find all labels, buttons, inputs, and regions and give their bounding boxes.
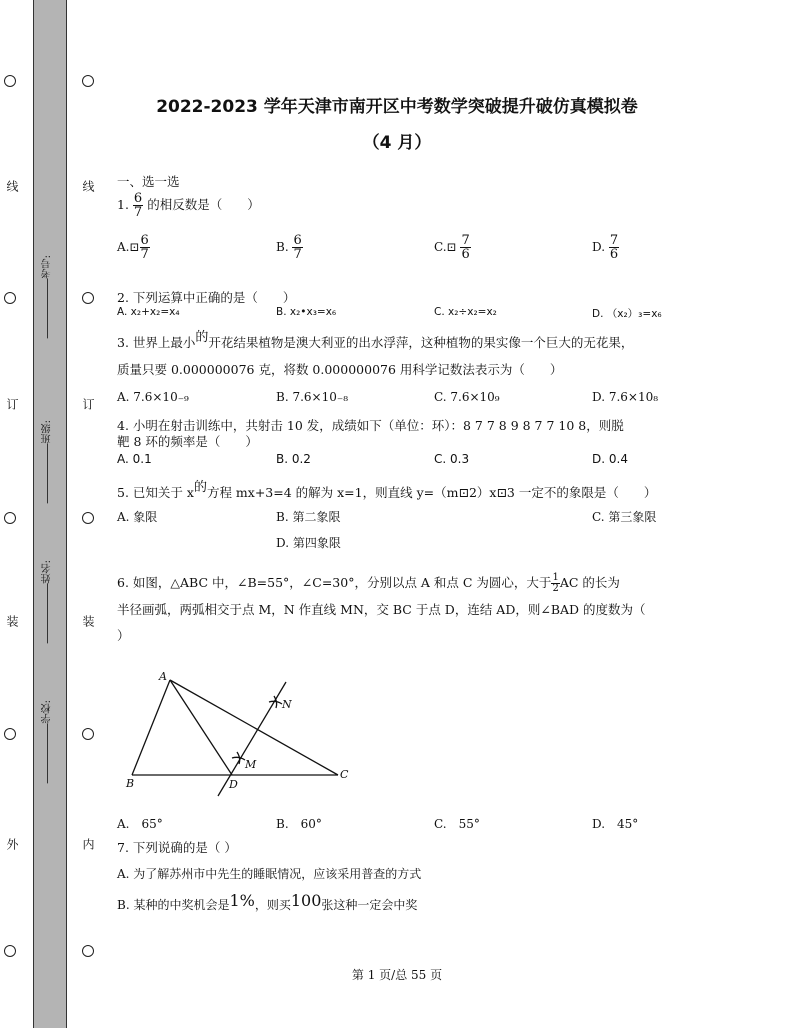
q5-option-a[interactable]: A. 象限: [117, 510, 158, 524]
binding-hole: [82, 292, 94, 304]
question-5: 5. 已知关于 x的方程 mx+3=4 的解为 x=1，则直线 y=（m⊡2）x⊡3 一定不的象限是（ ）: [117, 480, 657, 500]
binding-char: 装: [81, 615, 95, 627]
segment-AD: [170, 680, 232, 775]
q1-option-b[interactable]: B. $\frac{6}{7}$: [276, 233, 302, 262]
q4-option-b[interactable]: B. 0.2: [276, 452, 311, 466]
binding-char: 线: [81, 180, 95, 192]
q3-option-a[interactable]: A. 7.6×10₋₉: [117, 390, 189, 404]
label-B: B: [126, 777, 135, 790]
q4-option-d[interactable]: D. 0.4: [592, 452, 628, 466]
q1-option-d[interactable]: D. $\frac{7}{6}$: [592, 233, 619, 262]
binding-hole: [82, 728, 94, 740]
question-4-line2: 靶 8 环的频率是（ ）: [117, 434, 258, 449]
binding-hole: [82, 75, 94, 87]
binding-hole: [4, 292, 16, 304]
q4-option-c[interactable]: C. 0.3: [434, 452, 470, 466]
q3-option-d[interactable]: D. 7.6×10₈: [592, 390, 659, 404]
binding-char: 线: [5, 180, 19, 192]
q2-option-d[interactable]: D. （x₂）₃=x₆: [592, 308, 662, 320]
q6-option-c[interactable]: C. 55°: [434, 817, 480, 831]
binding-hole: [4, 512, 16, 524]
binding-char: 订: [5, 398, 19, 410]
question-6: 6. 如图，△ABC 中，∠B=55°，∠C=30°，分别以点 A 和点 C 为圆心，大于 $\frac{1}{2}$ AC 的长为: [117, 572, 620, 594]
triangle-figure: [110, 660, 370, 800]
question-3: 3. 世界上最小的开花结果植物是澳大利亚的出水浮萍，这种植物的果实像一个巨大的无花果，: [117, 330, 634, 350]
question-6-line3: ）: [117, 628, 130, 643]
q3-option-c[interactable]: C. 7.6×10₉: [434, 390, 500, 404]
question-4: 4. 小明在射击训练中，共射击 10 发，成绩如下（单位：环）：8 7 7 8 9 8 7 7 10 8，则脱: [117, 418, 624, 433]
q7-option-b[interactable]: B. 某种的中奖机会是1%，则买100张这种一定会中奖: [117, 891, 418, 912]
q5-option-b[interactable]: B. 第二象限: [276, 510, 341, 524]
binding-char: 装: [5, 615, 19, 627]
label-A: A: [159, 670, 167, 683]
arc-mark-N: [269, 701, 282, 704]
field-school[interactable]: 学校:: [40, 700, 55, 787]
binding-hole: [4, 728, 16, 740]
q6-option-b[interactable]: B. 60°: [276, 817, 322, 831]
label-C: C: [340, 768, 349, 781]
label-M: M: [245, 758, 257, 771]
q6-option-d[interactable]: D. 45°: [592, 817, 639, 831]
field-name[interactable]: 姓名:: [40, 560, 55, 647]
question-7: 7. 下列说确的是（ ）: [117, 840, 237, 855]
segment-AB: [132, 680, 170, 775]
q4-option-a[interactable]: A. 0.1: [117, 452, 152, 466]
q2-option-c[interactable]: C. x₂÷x₂=x₂: [434, 306, 497, 318]
field-exam-number[interactable]: 考号:: [40, 255, 55, 342]
label-N: N: [282, 698, 292, 711]
q3-option-b[interactable]: B. 7.6×10₋₈: [276, 390, 348, 404]
question-6-line2: 半径画弧，两弧相交于点 M，N 作直线 MN，交 BC 于点 D，连结 AD，则∠BAD 的度数为（: [117, 602, 646, 617]
q6-option-a[interactable]: A. 65°: [117, 817, 163, 831]
q1-option-a[interactable]: A.⊡ $\frac{6}{7}$: [117, 233, 149, 262]
arc-mark-M: [232, 757, 245, 760]
page-title: 2022-2023 学年天津市南开区中考数学突破提升破仿真模拟卷: [156, 97, 638, 117]
q7-option-a[interactable]: A. 为了解苏州市中先生的睡眠情况，应该采用普查的方式: [117, 867, 422, 881]
binding-hole: [4, 945, 16, 957]
page-footer: 第 1 页/总 55 页: [351, 968, 443, 982]
q2-option-a[interactable]: A. x₂+x₂=x₄: [117, 306, 180, 318]
q5-option-d[interactable]: D. 第四象限: [276, 536, 341, 550]
q2-option-b[interactable]: B. x₂•x₃=x₆: [276, 306, 337, 318]
binding-char: 内: [81, 838, 95, 850]
question-2: 2. 下列运算中正确的是（ ）: [117, 290, 296, 305]
binding-line-right: [66, 0, 67, 1028]
section-heading: 一、选一选: [117, 174, 180, 189]
binding-strip: [34, 0, 66, 1028]
question-3-line2: 质量只要 0.000000076 克，将数 0.000000076 用科学记数法表示为（ ）: [117, 362, 563, 377]
question-1: 1. $\frac{6}{7}$ 的相反数是（ ）: [117, 191, 260, 220]
binding-hole: [82, 512, 94, 524]
label-D: D: [229, 778, 238, 791]
binding-hole: [82, 945, 94, 957]
binding-hole: [4, 75, 16, 87]
page-subtitle: （4 月）: [362, 133, 432, 153]
binding-line-left: [33, 0, 34, 1028]
binding-char: 订: [81, 398, 95, 410]
binding-char: 外: [5, 838, 19, 850]
field-class[interactable]: 班级:: [40, 420, 55, 507]
q5-option-c[interactable]: C. 第三象限: [592, 510, 657, 524]
q1-option-c[interactable]: C.⊡ $\frac{7}{6}$: [434, 233, 470, 262]
